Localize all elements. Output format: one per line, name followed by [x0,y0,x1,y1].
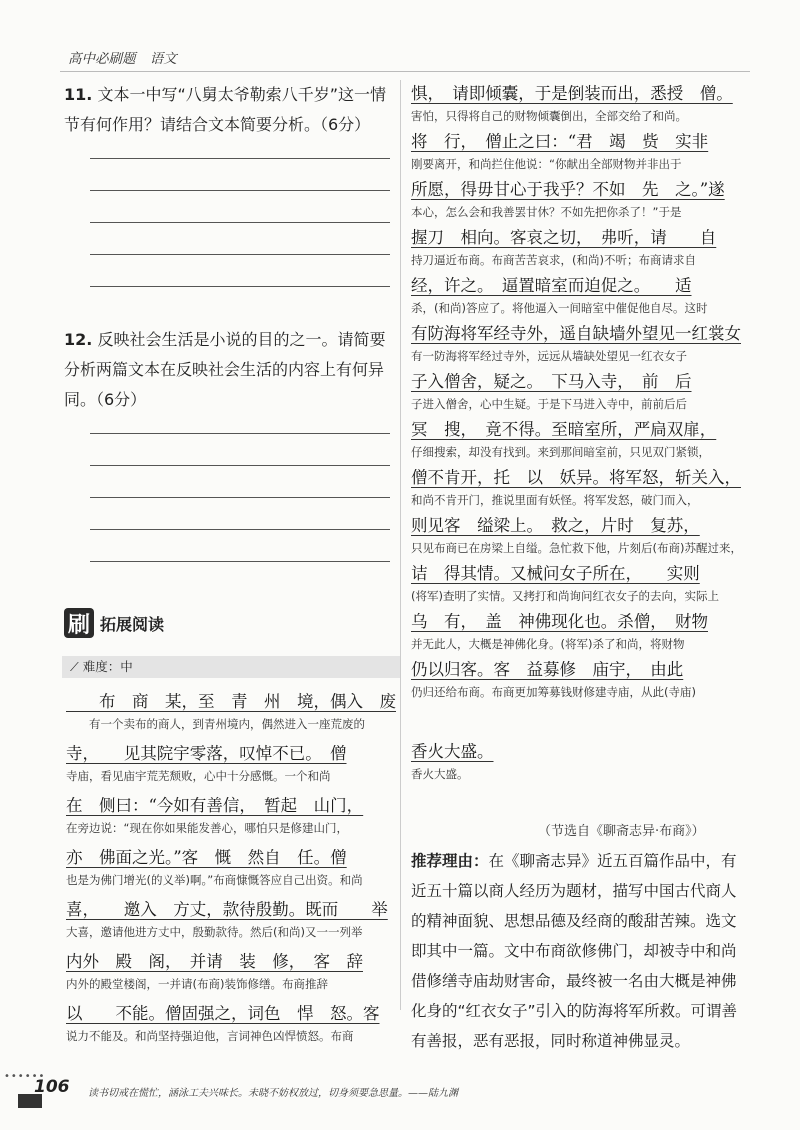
recommendation-label: 推荐理由： [411,852,489,870]
difficulty-bar [62,656,400,678]
modern-translation: 本心，怎么会和我善罢甘休？不如先把你杀了！”于是 [411,205,682,219]
difficulty-label: 难度：中 [82,659,133,674]
recommendation [411,846,747,1056]
classical-text: 寺， 见其院宇零落，叹悼不已。 僧 [66,744,347,763]
modern-translation: (将军)查明了实情。又拷打和尚询问红衣女子的去向，实际上 [411,589,719,603]
answer-line[interactable] [90,465,390,466]
classical-text: 布 商 某，至 青 州 境，偶入 废 [66,692,396,711]
recommendation-text: 在《聊斋志异》近五百篇作品中，有近五十篇以商人经历为题材，描写中国古代商人的精神面貌、思想品德及经商的酸甜苦辣。选文即其中一篇。文中布商欲修佛门，却被寺中和尚借修缮寺庙劫财害命，最终被一名由大概是神佛化身的“红衣女子”引入的防海将军所救。可谓善有善报，恶有恶报，同时称道神佛显灵。 [411,852,738,1050]
classical-text: 在 侧曰：“今如有善信， 暂起 山门， [66,796,364,815]
classical-text: 子入僧舍，疑之。 下马入寺， 前 后 [411,372,692,391]
modern-translation: 和尚不肯开门，推说里面有妖怪。将军发怒，破门而入， [411,493,699,507]
modern-translation: 寺庙，看见庙宇荒芜颓败，心中十分感慨。一个和尚 [66,769,331,783]
page-number: 106 [34,1077,70,1097]
passage-line [411,320,751,364]
answer-line[interactable] [90,158,390,159]
answer-line[interactable] [90,497,390,498]
modern-translation: 说力不能及。和尚坚持强迫他，言词神色凶悍愤怒。布商 [66,1029,354,1043]
running-header [68,47,187,67]
classical-text: 仍以归客。客 益募修 庙宇， 由此 [411,660,684,679]
answer-line[interactable] [90,561,390,562]
header-rule [60,71,750,72]
classical-text: 乌 有， 盖 神佛现化也。杀僧， 财物 [411,612,708,631]
column-divider [400,80,401,1010]
passage-line [411,416,751,460]
modern-translation: 并无此人，大概是神佛化身。(将军)杀了和尚，将财物 [411,637,685,651]
classical-text: 则见客 缢梁上。 救之，片时 复苏， [411,516,700,535]
classical-text: 冥 搜， 竟不得。至暗室所，严扃双扉， [411,420,717,439]
passage-line [66,844,396,888]
modern-translation: 在旁边说：“现在你如果能发善心，哪怕只是修建山门， [66,821,348,835]
modern-translation: 仔细搜索，却没有找到。来到那间暗室前，只见双门紧锁， [411,445,710,459]
answer-line[interactable] [90,190,390,191]
classical-text: 香火大盛。 [411,742,494,761]
passage-line [411,224,751,268]
answer-lines-12[interactable] [90,433,390,593]
modern-translation: 内外的殿堂楼阁，一并请(布商)装饰修缮。布商推辞 [66,977,328,991]
question-number: 11. [64,85,93,104]
question-text: 文本一中写“八舅太爷勒索八千岁”这一情节有何作用？请结合文本简要分析。（6分） [64,85,387,134]
modern-translation: 香火大盛。 [411,767,469,781]
passage-line [66,740,396,784]
passage-line [411,272,751,316]
classical-text: 所愿，得毋甘心于我乎？不如 先 之。”遂 [411,180,725,199]
section-title: 拓展阅读 [100,614,165,634]
section-badge: 刷 [64,608,94,638]
passage-line [411,80,751,124]
passage-line [411,738,751,782]
answer-line[interactable] [90,433,390,434]
classical-text: 亦 佛面之光。”客 慨 然自 任。僧 [66,848,347,867]
footer-dots: •••••• [4,1071,46,1082]
modern-translation: 刚要离开，和尚拦住他说：“你献出全部财物并非出于 [411,157,682,171]
passage-line [411,656,751,700]
passage-line [66,688,396,732]
modern-translation: 仍归还给布商。布商更加筹募钱财修建寺庙，从此(寺庙) [411,685,696,699]
classical-text: 有防海将军经寺外，遥自缺墙外望见一红裳女 [411,324,741,343]
classical-text: 以 不能。僧固强之，词色 悍 怒。客 [66,1004,380,1023]
passage-line [66,948,396,992]
classical-text: 内外 殿 阁， 并请 装 修， 客 辞 [66,952,363,971]
classical-text: 喜， 邀入 方丈，款待殷勤。既而 举 [66,900,388,919]
question-11 [64,80,394,140]
classical-text: 惧， 请即倾囊，于是倒装而出，悉授 僧。 [411,84,733,103]
classical-text: 将 行， 僧止之曰：“君 竭 赀 实非 [411,132,709,151]
modern-translation: 害怕，只得将自己的财物倾囊倒出，全部交给了和尚。 [411,109,687,123]
modern-translation: 子进入僧舍，心中生疑。于是下马进入寺中，前前后后 [411,397,687,411]
classical-text: 握刀 相向。客哀之切， 弗听，请 自 [411,228,717,247]
classical-text: 诘 得其情。又械问女子所在， 实则 [411,564,700,583]
chart-icon: ⟋ [70,659,79,674]
series-name: 高中必刷题 [68,51,136,67]
modern-translation: 持刀逼近布商。布商苦苦哀求，(和尚)不听；布商请求自 [411,253,696,267]
classical-text: 经，许之。 逼置暗室而迫促之。 适 [411,276,692,295]
modern-translation: 大喜，邀请他进方丈中，殷勤款待。然后(和尚)又一一列举 [66,925,363,939]
answer-line[interactable] [90,529,390,530]
question-text: 反映社会生活是小说的目的之一。请简要分析两篇文本在反映社会生活的内容上有何异同。（6分） [64,330,386,409]
modern-translation: 有一个卖布的商人，到青州境内，偶然进入一座荒废的 [66,717,365,731]
classical-text: 僧不肯开，托 以 妖异。将军怒，斩关入， [411,468,741,487]
passage-line [411,464,751,508]
passage-line [66,792,396,836]
passage-line [411,368,751,412]
answer-line[interactable] [90,222,390,223]
section-header [64,608,164,638]
passage-line [411,512,751,556]
passage-line [411,176,751,220]
source-citation: （节选自《聊斋志异·布商》） [538,824,705,839]
question-12 [64,325,394,415]
modern-translation: 只见布商已在房梁上自缢。急忙救下他，片刻后(布商)苏醒过来， [411,541,742,555]
footer-quote: 读书切戒在慌忙，涵泳工夫兴味长。未晓不妨权放过，切身须要急思量。——陆九渊 [88,1088,458,1099]
answer-line[interactable] [90,254,390,255]
modern-translation: 也是为佛门增光(的义举)啊。”布商慷慨答应自己出资。和尚 [66,873,363,887]
answer-lines-11[interactable] [90,158,390,318]
passage-line [66,896,396,940]
passage-line [66,1000,396,1044]
passage-line [411,128,751,172]
passage-line [411,560,751,604]
modern-translation: 有一防海将军经过寺外，远远从墙缺处望见一红衣女子 [411,349,687,363]
subject-name: 语文 [149,51,177,67]
modern-translation: 杀，(和尚)答应了。将他逼入一间暗室中催促他自尽。这时 [411,301,708,315]
question-number: 12. [64,330,93,349]
answer-line[interactable] [90,286,390,287]
passage-line [411,608,751,652]
